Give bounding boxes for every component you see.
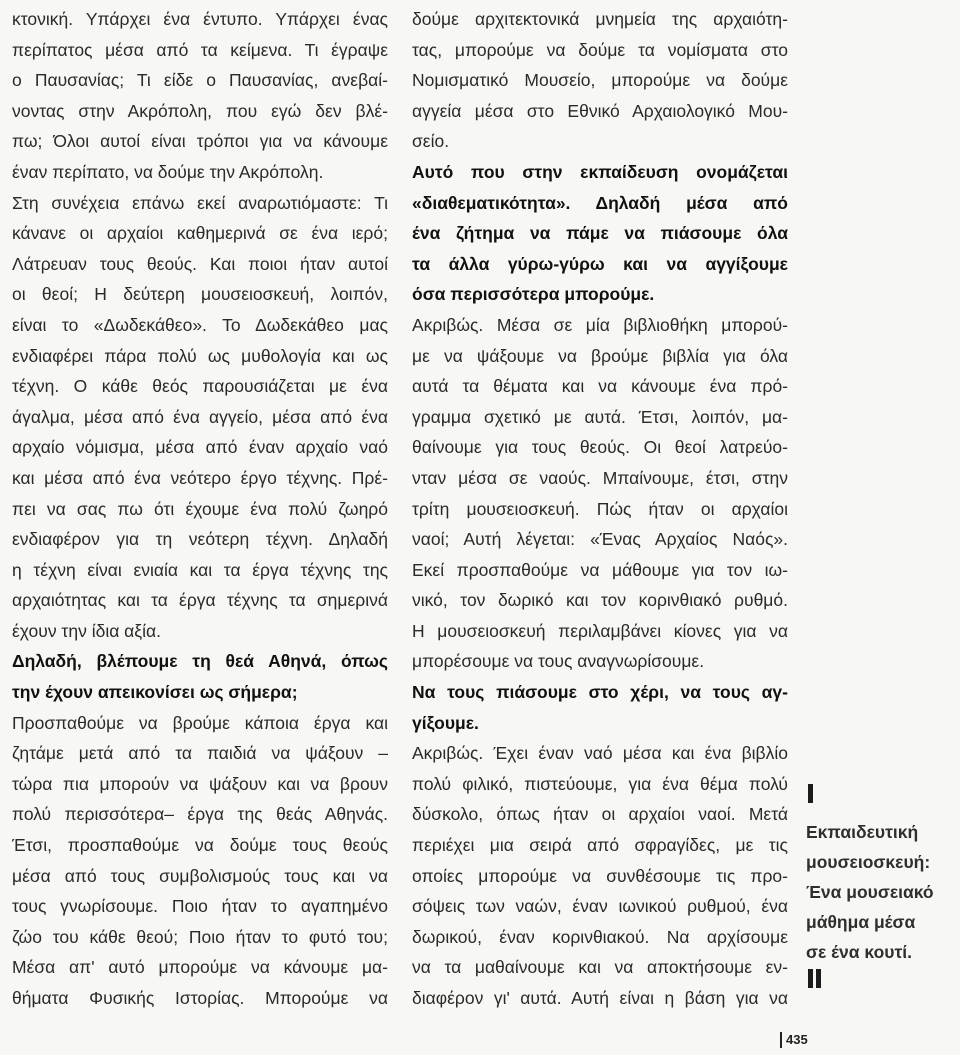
text-line: Ακριβώς. Μέσα σε μία βιβλιοθήκη μπορού- xyxy=(412,314,788,335)
text-line: μέσα από τους συμβολισμούς τους και να xyxy=(12,865,388,886)
text-line: η τέχνη είναι ενιαία και τα έργα τέχνης της xyxy=(12,559,388,580)
question-line: γίξουμε. xyxy=(412,712,479,733)
question-line: ένα ζήτημα να πάμε να πιάσουμε όλα xyxy=(412,223,788,244)
text-line: έναν περίπατο, να δούμε την Ακρόπολη. xyxy=(12,161,324,182)
text-line: να τα μαθαίνουμε και να αποκτήσουμε εν- xyxy=(412,957,788,978)
text-line: πει να σας πω ότι έχουμε ένα πολύ ζωηρό xyxy=(12,498,388,519)
pull-quote-line: σε ένα κουτί. xyxy=(806,942,912,962)
question-line: όσα περισσότερα μπορούμε. xyxy=(412,284,655,305)
pull-quote-text xyxy=(806,817,956,967)
question-line: «διαθεματικότητα». Δηλαδή μέσα από xyxy=(412,192,788,213)
text-line: τέχνη. Ο κάθε θεός παρουσιάζεται με ένα xyxy=(12,376,388,397)
text-line: έχουν την ίδια αξία. xyxy=(12,620,162,641)
text-line: Μέσα απ' αυτό μπορούμε να κάνουμε μα- xyxy=(12,957,388,978)
text-line: αγγεία μέσα στο Εθνικό Αρχαιολογικό Μου- xyxy=(412,100,788,121)
text-line: Η μουσειοσκευή περιλαμβάνει κίονες για να xyxy=(412,620,788,641)
text-line: ναοί; Αυτή λέγεται: «Ένας Αρχαίος Ναός». xyxy=(412,529,788,550)
text-line: ζητάμε μετά από τα παιδιά να ψάξουν – xyxy=(12,743,388,764)
text-line: σόψεις των ναών, έναν ιωνικού ρυθμού, ένα xyxy=(412,896,788,917)
text-line: κάνανε οι αρχαίοι καθημερινά σε ένα ιερό; xyxy=(12,223,388,244)
text-line: μπορέσουμε να τους αναγνωρίσουμε. xyxy=(412,651,705,672)
text-line: νταν μέσα σε ναούς. Μπαίνουμε, έτσι, στην xyxy=(412,467,788,488)
pull-quote-line: μάθημα μέσα xyxy=(806,912,916,932)
question-line: Αυτό που στην εκπαίδευση ονομάζεται xyxy=(412,161,788,182)
text-line: δωρικού, έναν κορινθιακού. Να αρχίσουμε xyxy=(412,926,788,947)
right-column xyxy=(412,4,788,1014)
text-line: περιέχει μια σειρά από σφραγίδες, με τις xyxy=(412,835,788,856)
text-line: θήματα Φυσικής Ιστορίας. Μπορούμε να xyxy=(12,988,388,1008)
text-line: Ακριβώς. Έχει έναν ναό μέσα και ένα βιβλίο xyxy=(412,743,788,764)
text-line: Προσπαθούμε να βρούμε κάποια έργα και xyxy=(12,712,388,733)
text-line: με να ψάξουμε να βρούμε βιβλία για όλα xyxy=(412,345,788,366)
pull-quote-line: Εκπαιδευτική xyxy=(806,822,919,842)
text-line: τρίτη μουσειοσκευή. Πώς ήταν οι αρχαίοι xyxy=(412,498,788,519)
text-line: Στη συνέχεια επάνω εκεί αναρωτιόμαστε: Τι xyxy=(12,192,388,213)
text-line: και μέσα από ένα νεότερο έργο τέχνης. Πρέ- xyxy=(12,467,388,488)
text-line: αρχαίο νόμισμα, μέσα από έναν αρχαίο ναό xyxy=(12,437,388,458)
question-line: την έχουν απεικονίσει ως σήμερα; xyxy=(12,682,298,703)
text-line: πω; Όλοι αυτοί είναι τρόποι για να κάνουμε xyxy=(12,131,388,152)
text-line: τώρα πια μπορούν να ψάξουν και να βρουν xyxy=(12,773,388,794)
question-line: Να τους πιάσουμε στο χέρι, να τους αγ- xyxy=(412,682,788,703)
text-line: άγαλμα, μέσα από ένα αγγείο, μέσα από ένα xyxy=(12,406,388,427)
text-line: θαίνουμε για τους θεούς. Οι θεοί λατρεύο- xyxy=(412,437,788,458)
text-line: οι θεοί; Η δεύτερη μουσειοσκευή, λοιπόν, xyxy=(12,284,388,305)
pull-quote-line: μουσειοσκευή: xyxy=(806,852,931,872)
text-line: διαφέρον γι' αυτά. Αυτή είναι η βάση για να xyxy=(412,988,788,1008)
text-line: αυτά τα θέματα και να κάνουμε ένα πρό- xyxy=(412,376,788,397)
pull-quote-line: Ένα μουσειακό xyxy=(806,882,934,902)
text-line: νικό, τον δωρικό και τον κορινθιακό ρυθμό. xyxy=(412,590,788,611)
text-line: είναι το «Δωδεκάθεο». Το Δωδεκάθεο μας xyxy=(12,314,388,335)
text-line: τας, μπορούμε να δούμε τα νομίσματα στο xyxy=(412,39,788,60)
text-line: κτονική. Υπάρχει ένα έντυπο. Υπάρχει ένας xyxy=(12,9,388,29)
question-line: τα άλλα γύρω-γύρω και να αγγίξουμε xyxy=(412,253,788,274)
page-number: 435 xyxy=(780,1032,808,1048)
text-line: περίπατος μέσα από τα κείμενα. Τι έγραψε xyxy=(12,39,388,60)
text-line: τους γνωρίσουμε. Ποιο ήταν το αγαπημένο xyxy=(12,896,388,917)
left-column xyxy=(12,4,388,1014)
quote-open-bar xyxy=(808,784,813,803)
text-line: δούμε αρχιτεκτονικά μνημεία της αρχαιότη- xyxy=(412,9,788,29)
pull-quote xyxy=(806,784,956,988)
text-line: Νομισματικό Μουσείο, μπορούμε να δούμε xyxy=(412,70,788,91)
text-line: γραμμα σχετικό με αυτά. Έτσι, λοιπόν, μα- xyxy=(412,406,788,427)
text-line: ζώο του κάθε θεού; Ποιο ήταν το φυτό του; xyxy=(12,926,388,947)
text-line: οποίες μπορούμε να συνθέσουμε τις προ- xyxy=(412,865,788,886)
question-line: Δηλαδή, βλέπουμε τη θεά Αθηνά, όπως xyxy=(12,651,388,672)
text-line: δύσκολο, όπως ήταν οι αρχαίοι ναοί. Μετά xyxy=(412,804,788,825)
text-line: Έτσι, προσπαθούμε να δούμε τους θεούς xyxy=(12,835,388,856)
text-line: ενδιαφέρον για τη νεότερη τέχνη. Δηλαδή xyxy=(12,529,388,550)
text-line: αρχαιότητας και τα έργα τέχνης τα σημερινά xyxy=(12,590,388,611)
text-line: πολύ περισσότερα– έργα της θεάς Αθηνάς. xyxy=(12,804,388,825)
text-line: νοντας στην Ακρόπολη, που εγώ δεν βλέ- xyxy=(12,100,388,121)
text-line: σείο. xyxy=(412,131,450,152)
quote-close-bars xyxy=(808,969,956,988)
text-line: ενδιαφέρει πάρα πολύ ως μυθολογία και ως xyxy=(12,345,388,366)
text-line: ο Παυσανίας; Τι είδε ο Παυσανίας, ανεβαί- xyxy=(12,70,388,91)
text-line: Εκεί προσπαθούμε να μάθουμε για τον ιω- xyxy=(412,559,788,580)
text-line: πολύ φιλικό, πιστεύουμε, για ένα θέμα πολύ xyxy=(412,773,788,794)
text-line: Λάτρευαν τους θεούς. Και ποιοι ήταν αυτοί xyxy=(12,253,388,274)
